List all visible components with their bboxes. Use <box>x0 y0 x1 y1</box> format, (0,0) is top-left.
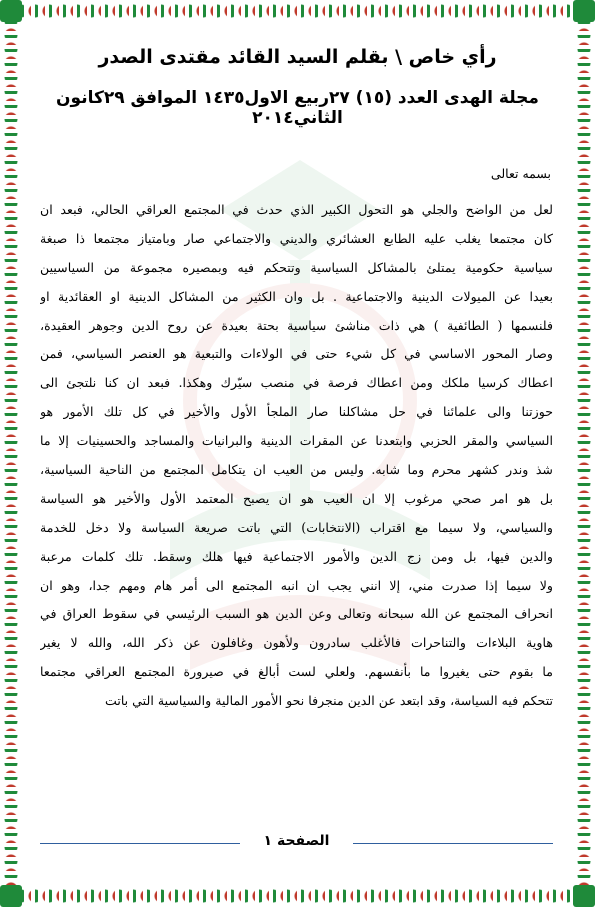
paragraph-line: السياسي والمقر الحزبي وابتعدنا عن المقرات الدينية والبرانيات والمساجد والحسينيات إلا ما <box>40 433 553 449</box>
paragraph-line: اعطاك كرسيا ملكك ومن اعطاك فرصة في منصب سيّرك وهكذا. فبعد ان كنا نلتجئ الى <box>40 375 553 391</box>
paragraph-line: وصار المحور الاساسي في كل شيء حتى في الولاءات والتبعية هو العنصر السياسي، فمن <box>40 346 553 362</box>
paragraph-line: بل هو امر صحي مرغوب إلا ان العيب هو ان يصبح المعتمد الأول والأخير هو السياسة <box>40 490 553 506</box>
paragraph-line: بعيدا عن الميولات الدينية والاجتماعية . بل وان الكثير من المشاكل الدينية او العقائدية او <box>40 288 553 304</box>
page-number: الصفحة ١ <box>263 833 330 849</box>
page-footer <box>40 833 553 853</box>
decorative-border-top <box>0 0 595 22</box>
border-corner <box>573 0 595 22</box>
page-title: رأي خاص \ بقلم السيد القائد مقتدى الصدر <box>98 46 497 68</box>
article-body <box>40 196 553 716</box>
footer-divider <box>353 843 553 844</box>
footer-divider <box>40 843 240 844</box>
decorative-border-left <box>0 0 22 907</box>
page-subtitle: مجلة الهدى العدد (١٥) ٢٧ربيع الاول١٤٣٥ الموافق ٢٩كانون الثاني٢٠١٤ <box>56 88 539 128</box>
paragraph-line: تتحكم فيه السياسة، وقد ابتعد عن الدين منجرفا نحو الأمور المالية والسياسية التي باتت <box>104 693 553 709</box>
decorative-border-bottom <box>0 885 595 907</box>
border-corner <box>573 885 595 907</box>
paragraph-line: انحراف المجتمع عن الله سبحانه وتعالى وعن الدين هو السبب الرئيسي في سقوط العراق في <box>40 606 553 622</box>
paragraph-line: ولا سيما إذا صدرت مني، إلا انني يجب ان انبه المجتمع الى أمر هام ومهم جدا، وهو ان <box>40 577 553 593</box>
paragraph-line: والسياسي، ولا سيما مع اقتراب (الانتخابات) التي باتت صريعة السياسة ولا دخل للخدمة <box>40 519 553 535</box>
paragraph-line: سياسية حكومية يمتلئ بالمشاكل السياسية وتتحكم فيه وبمصيره مجموعة من السياسيين <box>40 259 553 275</box>
greeting-text: بسمه تعالى <box>490 166 551 181</box>
paragraph-line: لعل من الواضح والجلي هو التحول الكبير الذي حدث في المجتمع العراقي الحالي، فبعد ان <box>40 202 553 217</box>
paragraph-line: كان مجتمعا يغلب عليه الطابع العشائري والديني والاجتماعي صار وبامتياز مجتمعا ذا صبغة <box>40 230 553 246</box>
decorative-border-right <box>573 0 595 907</box>
paragraph-line: هاوية البلاءات والتناحرات فالأغلب سادرون ولأهون وغافلون عن ذكر الله، والله لا يغير <box>40 635 553 651</box>
paragraph-line: شذ وندر كشهر محرم وما شابه. وليس من العيب ان يتكامل المجتمع من الناحية السياسية، <box>40 462 553 478</box>
paragraph-line: والدين فيها، بل ومن زج الدين والأمور الاجتماعية فيها هلك وسقط. تلك كلمات مرعبة <box>40 548 553 564</box>
paragraph-line: فلنسمها ( الطائفية ) هي ذات مناشئ سياسية بحتة بعيدة عن روح الدين وجوهر العقيدة، <box>40 317 553 333</box>
border-corner <box>0 885 22 907</box>
paragraph-line: حوزتنا والى علمائنا في حل مشاكلنا صار الملجأ الأول والأخير في كل تلك الأمور هو <box>40 404 553 420</box>
paragraph-line: ما بقوم حتى يغيروا ما بأنفسهم. ولعلي لست أبالغ في صيرورة المجتمع العراقي مجتمعا <box>40 664 553 680</box>
border-corner <box>0 0 22 22</box>
